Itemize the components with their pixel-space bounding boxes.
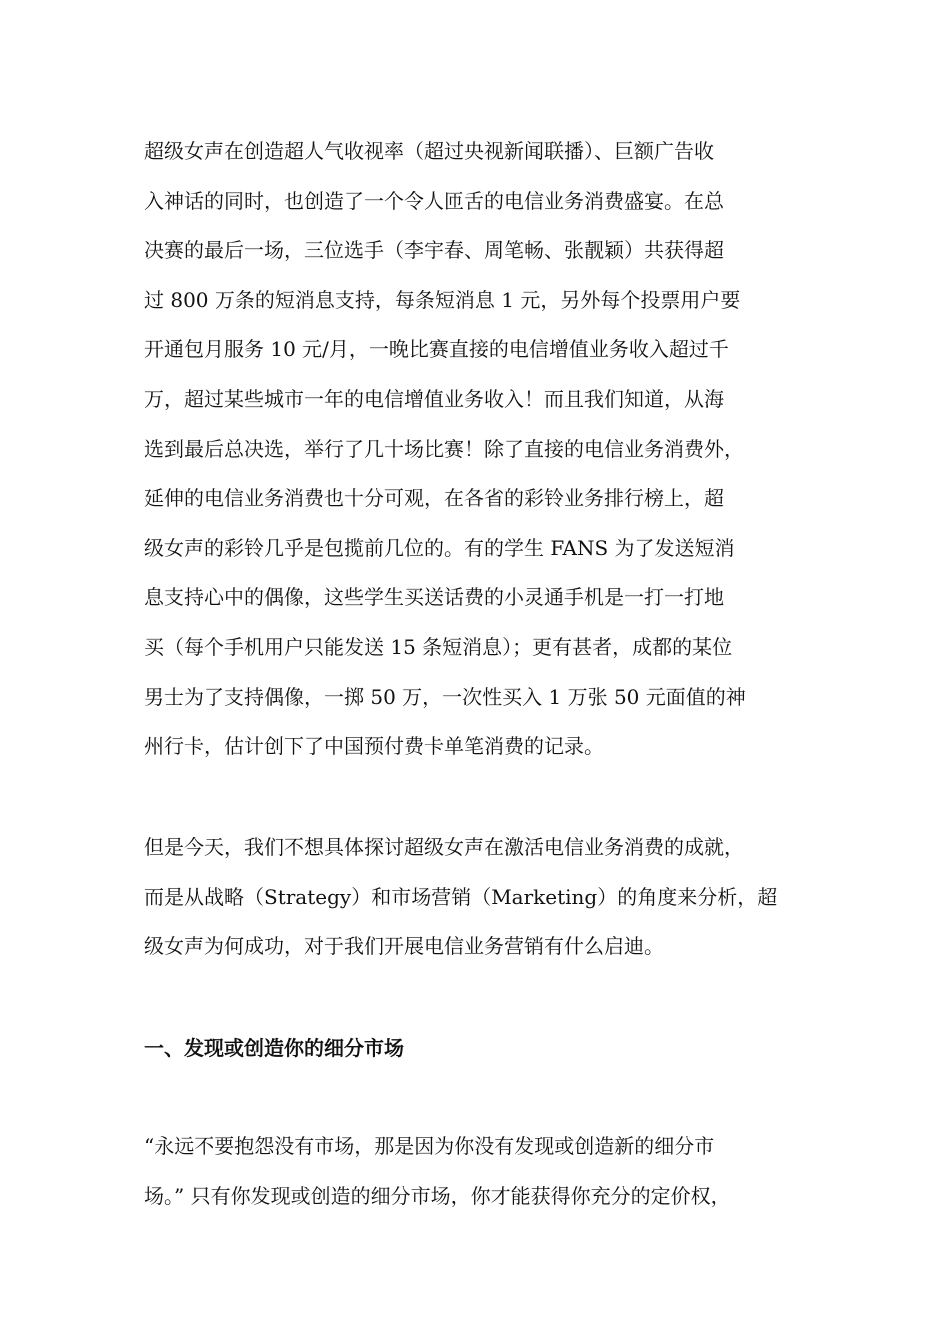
paragraph-line: 买（每个手机用户只能发送 15 条短消息）；更有甚者，成都的某位	[144, 634, 733, 659]
paragraph-2	[144, 823, 844, 972]
paragraph-line: 息支持心中的偶像，这些学生买送话费的小灵通手机是一打一打地	[144, 585, 724, 610]
section-heading: 一、发现或创造你的细分市场	[144, 1036, 404, 1060]
paragraph-line: 万，超过某些城市一年的电信增值业务收入！而且我们知道，从海	[144, 386, 724, 411]
paragraph-line: 过 800 万条的短消息支持，每条短消息 1 元，另外每个投票用户要	[144, 287, 741, 312]
paragraph-line: 级女声为何成功，对于我们开展电信业务营销有什么启迪。	[144, 934, 664, 959]
paragraph-line: “永远不要抱怨没有市场，那是因为你没有发现或创造新的细分市	[144, 1134, 715, 1158]
paragraph-line: 但是今天，我们不想具体探讨超级女声在激活电信业务消费的成就，	[144, 835, 744, 859]
paragraph-line: 场。” 只有你发现或创造的细分市场，你才能获得你充分的定价权，	[144, 1183, 731, 1208]
paragraph-line: 入神话的同时，也创造了一个令人匝舌的电信业务消费盛宴。在总	[144, 188, 724, 213]
paragraph-line: 开通包月服务 10 元/月，一晚比赛直接的电信增值业务收入超过千	[144, 337, 729, 362]
paragraph-3	[144, 1122, 844, 1221]
paragraph-line: 延伸的电信业务消费也十分可观，在各省的彩铃业务排行榜上，超	[144, 486, 724, 511]
paragraph-line: 超级女声在创造超人气收视率（超过央视新闻联播）、巨额广告收	[144, 139, 714, 163]
paragraph-line: 选到最后总决选，举行了几十场比赛！除了直接的电信业务消费外，	[144, 436, 744, 461]
paragraph-1	[144, 127, 844, 772]
paragraph-line: 决赛的最后一场，三位选手（李宇春、周笔畅、张靓颖）共获得超	[144, 238, 724, 263]
paragraph-line: 级女声的彩铃几乎是包揽前几位的。有的学生 FANS 为了发送短消	[144, 535, 735, 560]
paragraph-line: 男士为了支持偶像，一掷 50 万，一次性买入 1 万张 50 元面值的神	[144, 684, 746, 709]
paragraph-line: 而是从战略（Strategy）和市场营销（Marketing）的角度来分析，超	[144, 884, 778, 909]
paragraph-line: 州行卡，估计创下了中国预付费卡单笔消费的记录。	[144, 734, 604, 759]
